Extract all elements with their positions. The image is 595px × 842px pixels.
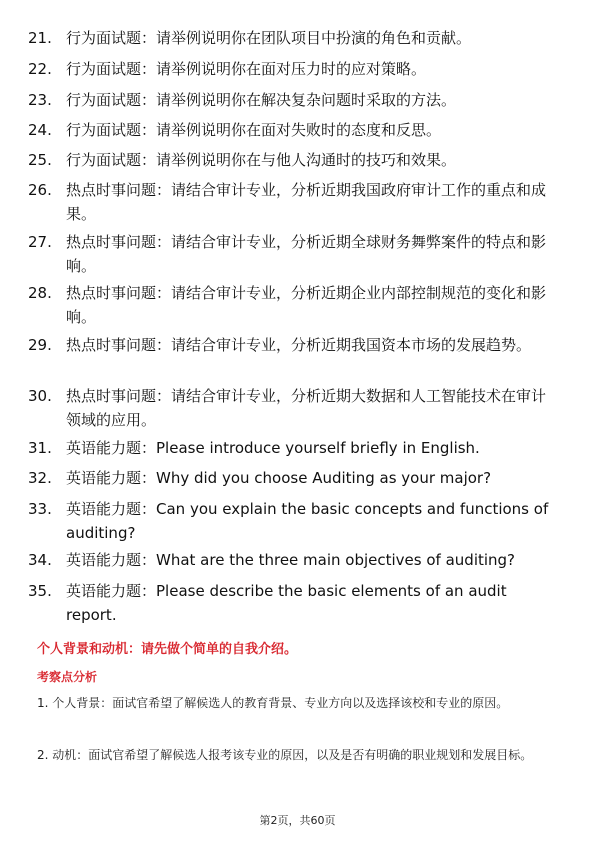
question-number: 30. <box>28 387 52 405</box>
question-number: 24. <box>28 121 52 139</box>
page-footer: 第2页，共60页 <box>259 814 336 827</box>
question-text: 行为面试题：请举例说明你在解决复杂问题时采取的方法。 <box>66 91 457 109</box>
question-text: 热点时事问题：请结合审计专业，分析近期企业内部控制规范的变化和影响。 <box>66 284 547 326</box>
question-number: 22. <box>28 60 52 78</box>
section-subtitle: 考察点分析 <box>37 670 98 684</box>
question-number: 35. <box>28 582 52 600</box>
question-text: 英语能力题：Please describe the basic elements of an audit report. <box>66 582 507 624</box>
question-text: 行为面试题：请举例说明你在与他人沟通时的技巧和效果。 <box>66 151 457 169</box>
question-number: 29. <box>28 336 52 354</box>
question-text: 行为面试题：请举例说明你在面对失败时的态度和反思。 <box>66 121 442 139</box>
question-text: 行为面试题：请举例说明你在团队项目中扮演的角色和贡献。 <box>66 29 472 47</box>
section-title: 个人背景和动机：请先做个简单的自我介绍。 <box>37 642 298 657</box>
question-text: 英语能力题：Why did you choose Auditing as your major? <box>66 469 492 487</box>
question-number: 27. <box>28 233 52 251</box>
question-text: 行为面试题：请举例说明你在面对压力时的应对策略。 <box>66 60 427 78</box>
question-number: 25. <box>28 151 52 169</box>
analysis-paragraph: 1. 个人背景：面试官希望了解候选人的教育背景、专业方向以及选择该校和专业的原因。 <box>37 696 509 710</box>
question-number: 26. <box>28 181 52 199</box>
question-text: 热点时事问题：请结合审计专业，分析近期我国政府审计工作的重点和成果。 <box>66 181 547 223</box>
question-text: 英语能力题：Can you explain the basic concepts and functions of auditing? <box>66 500 549 542</box>
question-text: 英语能力题：Please introduce yourself briefly in English. <box>66 439 480 457</box>
question-text: 英语能力题：What are the three main objectives of auditing? <box>66 551 516 569</box>
question-number: 21. <box>28 29 52 47</box>
analysis-paragraph: 2. 动机：面试官希望了解候选人报考该专业的原因，以及是否有明确的职业规划和发展目标。 <box>37 748 533 762</box>
question-text: 热点时事问题：请结合审计专业，分析近期我国资本市场的发展趋势。 <box>66 336 532 354</box>
question-number: 32. <box>28 469 52 487</box>
question-number: 34. <box>28 551 52 569</box>
question-number: 33. <box>28 500 52 518</box>
question-number: 23. <box>28 91 52 109</box>
question-number: 28. <box>28 284 52 302</box>
question-number: 31. <box>28 439 52 457</box>
question-text: 热点时事问题：请结合审计专业，分析近期全球财务舞弊案件的特点和影响。 <box>66 233 547 275</box>
question-text: 热点时事问题：请结合审计专业，分析近期大数据和人工智能技术在审计领域的应用。 <box>66 387 547 429</box>
